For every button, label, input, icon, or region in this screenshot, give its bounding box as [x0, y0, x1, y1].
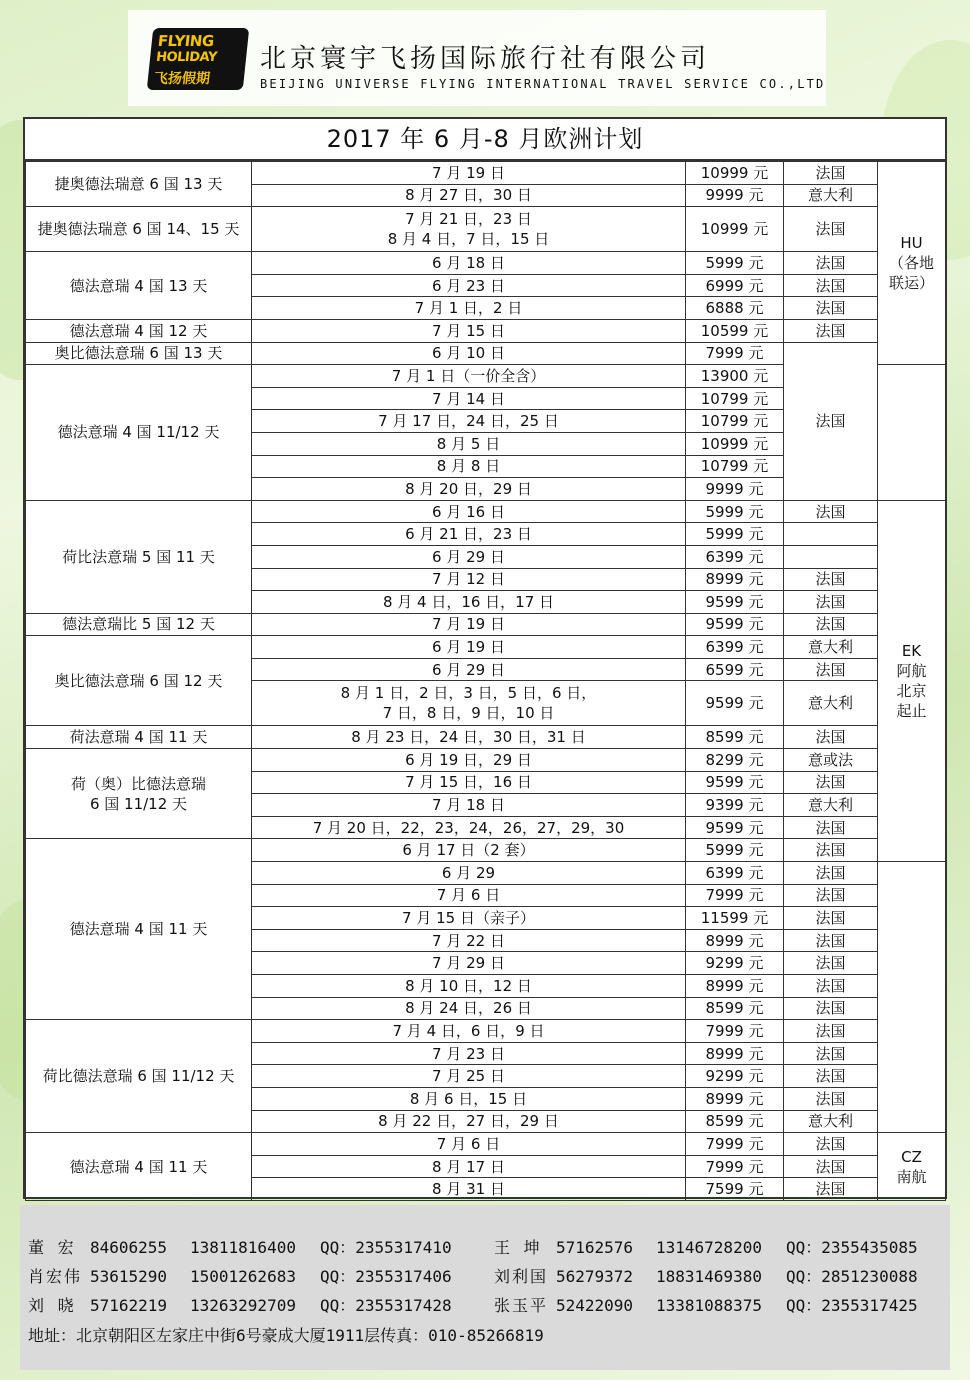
contact-entry	[28, 1264, 480, 1287]
visa-country-cell: 法国	[784, 952, 878, 975]
route-cell: 荷比法意瑞 5 国 11 天	[26, 500, 252, 613]
header	[128, 10, 826, 106]
departure-date-cell: 7 月 6 日	[252, 1133, 686, 1156]
route-cell: 荷法意瑞 4 国 11 天	[26, 726, 252, 749]
price-cell: 7599 元	[686, 1178, 784, 1201]
departure-date-cell: 8 月 8 日	[252, 455, 686, 478]
price-cell: 9599 元	[686, 771, 784, 794]
visa-country-cell: 法国	[784, 162, 878, 185]
route-cell: 德法意瑞 4 国 13 天	[26, 252, 252, 320]
price-cell: 8999 元	[686, 1087, 784, 1110]
table-row	[26, 319, 946, 342]
visa-country-cell: 法国	[784, 591, 878, 614]
departure-date-cell: 6 月 29	[252, 862, 686, 885]
route-cell: 德法意瑞 4 国 11 天	[26, 1133, 252, 1201]
price-cell: 6888 元	[686, 297, 784, 320]
route-cell: 荷比德法意瑞 6 国 11/12 天	[26, 1020, 252, 1133]
contact-phone: 52422090	[556, 1296, 634, 1315]
departure-date-cell: 6 月 17 日（2 套）	[252, 839, 686, 862]
visa-country-cell: 法国	[784, 1042, 878, 1065]
departure-date-cell: 8 月 20 日，29 日	[252, 478, 686, 501]
route-cell: 荷（奥）比德法意瑞 6 国 11/12 天	[26, 749, 252, 839]
departure-date-cell: 8 月 17 日	[252, 1155, 686, 1178]
price-cell: 7999 元	[686, 342, 784, 365]
visa-country-cell: 法国	[784, 884, 878, 907]
table-row	[26, 500, 946, 523]
departure-date-cell: 7 月 14 日	[252, 387, 686, 410]
departure-date-cell: 7 月 15 日	[252, 319, 686, 342]
contact-row	[28, 1235, 946, 1258]
departure-date-cell: 8 月 24 日，26 日	[252, 997, 686, 1020]
visa-country-cell	[784, 523, 878, 546]
contact-entry	[28, 1293, 480, 1316]
departure-date-cell: 7 月 21 日，23 日 8 月 4 日，7 日，15 日	[252, 207, 686, 252]
departure-date-cell: 7 月 29 日	[252, 952, 686, 975]
contact-entry	[28, 1235, 480, 1258]
table-row	[26, 749, 946, 772]
visa-country-cell: 法国	[784, 839, 878, 862]
contact-row	[28, 1264, 946, 1287]
table-row	[26, 252, 946, 275]
departure-date-cell: 6 月 16 日	[252, 500, 686, 523]
departure-date-cell: 7 月 18 日	[252, 794, 686, 817]
contact-mobile: 18831469380	[656, 1267, 762, 1286]
departure-date-cell: 6 月 29 日	[252, 658, 686, 681]
departure-date-cell: 8 月 31 日	[252, 1178, 686, 1201]
contact-qq: QQ：2355317428	[320, 1296, 452, 1315]
route-cell: 捷奥德法瑞意 6 国 14、15 天	[26, 207, 252, 252]
price-cell: 6399 元	[686, 636, 784, 659]
price-cell: 8999 元	[686, 975, 784, 998]
contact-footer	[20, 1205, 950, 1370]
price-cell: 9599 元	[686, 613, 784, 636]
price-cell: 11599 元	[686, 907, 784, 930]
departure-date-cell: 8 月 27 日，30 日	[252, 184, 686, 207]
contact-qq: QQ：2355317406	[320, 1267, 452, 1286]
route-cell: 德法意瑞比 5 国 12 天	[26, 613, 252, 636]
contact-name: 张玉平	[494, 1296, 549, 1315]
visa-country-cell: 法国	[784, 500, 878, 523]
address-line: 地址：北京朝阳区左家庄中街6号豪成大厦1911层传真：010-85266819	[28, 1326, 544, 1345]
table-row	[26, 342, 946, 365]
price-cell: 9299 元	[686, 1065, 784, 1088]
price-cell: 10999 元	[686, 432, 784, 455]
price-cell: 9399 元	[686, 794, 784, 817]
price-cell: 5999 元	[686, 500, 784, 523]
contact-entry	[494, 1264, 946, 1287]
contact-entry	[494, 1293, 946, 1316]
departure-date-cell: 8 月 1 日，2 日，3 日，5 日，6 日， 7 日，8 日，9 日，10 日	[252, 681, 686, 726]
visa-country-cell: 法国	[784, 726, 878, 749]
departure-date-cell: 7 月 17 日，24 日，25 日	[252, 410, 686, 433]
departure-date-cell: 7 月 25 日	[252, 1065, 686, 1088]
price-cell: 13900 元	[686, 365, 784, 388]
contact-phone: 53615290	[90, 1267, 168, 1286]
visa-country-cell: 意大利	[784, 681, 878, 726]
visa-country-cell: 法国	[784, 613, 878, 636]
contact-phone: 57162576	[556, 1238, 634, 1257]
price-cell: 10999 元	[686, 162, 784, 185]
contact-qq: QQ：2355317425	[786, 1296, 918, 1315]
departure-date-cell: 6 月 19 日	[252, 636, 686, 659]
visa-country-cell: 法国	[784, 975, 878, 998]
price-cell: 7999 元	[686, 1155, 784, 1178]
price-cell: 5999 元	[686, 523, 784, 546]
departure-date-cell: 8 月 6 日，15 日	[252, 1087, 686, 1110]
departure-date-cell: 7 月 1 日，2 日	[252, 297, 686, 320]
departure-date-cell: 6 月 21 日，23 日	[252, 523, 686, 546]
table-title: 2017 年 6 月-8 月欧洲计划	[25, 119, 945, 161]
contact-entry	[494, 1235, 946, 1258]
price-cell: 9299 元	[686, 952, 784, 975]
price-cell: 9999 元	[686, 478, 784, 501]
visa-country-cell: 法国	[784, 568, 878, 591]
departure-date-cell: 7 月 1 日（一价全含）	[252, 365, 686, 388]
price-cell: 6399 元	[686, 545, 784, 568]
departure-date-cell: 8 月 22 日，27 日，29 日	[252, 1110, 686, 1133]
departure-date-cell: 6 月 19 日，29 日	[252, 749, 686, 772]
visa-country-cell: 意大利	[784, 794, 878, 817]
departure-date-cell: 7 月 15 日（亲子）	[252, 907, 686, 930]
departure-date-cell: 6 月 23 日	[252, 274, 686, 297]
visa-country-cell: 法国	[784, 207, 878, 252]
departure-date-cell: 7 月 6 日	[252, 884, 686, 907]
price-cell: 7999 元	[686, 1020, 784, 1043]
visa-country-cell: 法国	[784, 816, 878, 839]
logo-text: HOLIDAY	[155, 50, 218, 65]
logo-text: 飞扬假期	[153, 71, 211, 87]
departure-date-cell: 8 月 23 日，24 日，30 日，31 日	[252, 726, 686, 749]
visa-country-cell: 法国	[784, 319, 878, 342]
price-cell: 7999 元	[686, 1133, 784, 1156]
price-cell: 8599 元	[686, 1110, 784, 1133]
price-cell: 9599 元	[686, 591, 784, 614]
logo-text: FLYING	[156, 32, 215, 50]
price-cell: 8599 元	[686, 726, 784, 749]
airline-cell: CZ 南航	[878, 1133, 946, 1201]
visa-country-cell: 法国	[784, 1020, 878, 1043]
flying-holiday-logo	[147, 28, 250, 90]
visa-country-cell: 法国	[784, 658, 878, 681]
contact-mobile: 13263292709	[190, 1296, 296, 1315]
contact-mobile: 13381088375	[656, 1296, 762, 1315]
company-name-en: BEIJING UNIVERSE FLYING INTERNATIONAL TRAVEL SERVICE CO.,LTD	[260, 77, 826, 91]
contact-phone: 57162219	[90, 1296, 168, 1315]
departure-date-cell: 7 月 19 日	[252, 613, 686, 636]
visa-country-cell: 意大利	[784, 636, 878, 659]
price-cell: 8999 元	[686, 929, 784, 952]
visa-country-cell: 意或法	[784, 749, 878, 772]
route-cell: 捷奥德法瑞意 6 国 13 天	[26, 162, 252, 207]
price-cell: 8299 元	[686, 749, 784, 772]
contact-row	[28, 1293, 946, 1316]
table-row	[26, 726, 946, 749]
contact-name: 刘利国	[494, 1267, 549, 1286]
contact-qq: QQ：2355435085	[786, 1238, 918, 1257]
visa-country-cell: 法国	[784, 1178, 878, 1201]
departure-date-cell: 7 月 12 日	[252, 568, 686, 591]
price-cell: 5999 元	[686, 839, 784, 862]
table-row	[26, 613, 946, 636]
route-cell: 奥比德法意瑞 6 国 12 天	[26, 636, 252, 726]
contact-phone: 56279372	[556, 1267, 634, 1286]
schedule-grid	[25, 161, 946, 1201]
price-cell: 9599 元	[686, 816, 784, 839]
visa-country-cell: 法国	[784, 1133, 878, 1156]
departure-date-cell: 8 月 4 日，16 日，17 日	[252, 591, 686, 614]
table-row	[26, 1133, 946, 1156]
price-cell: 10799 元	[686, 410, 784, 433]
contact-qq: QQ：2355317410	[320, 1238, 452, 1257]
price-cell: 10799 元	[686, 455, 784, 478]
visa-country-cell: 意大利	[784, 184, 878, 207]
departure-date-cell: 7 月 19 日	[252, 162, 686, 185]
departure-date-cell: 6 月 18 日	[252, 252, 686, 275]
contact-mobile: 13146728200	[656, 1238, 762, 1257]
visa-country-cell: 法国	[784, 274, 878, 297]
visa-country-cell: 法国	[784, 252, 878, 275]
contact-name: 董 宏	[28, 1238, 76, 1257]
price-cell: 7999 元	[686, 884, 784, 907]
route-cell: 德法意瑞 4 国 11 天	[26, 839, 252, 1020]
visa-country-cell: 法国	[784, 1155, 878, 1178]
price-cell: 8999 元	[686, 1042, 784, 1065]
departure-date-cell: 7 月 22 日	[252, 929, 686, 952]
price-cell: 6599 元	[686, 658, 784, 681]
route-cell: 奥比德法意瑞 6 国 13 天	[26, 342, 252, 365]
contact-name: 肖宏伟	[28, 1267, 83, 1286]
departure-date-cell: 6 月 10 日	[252, 342, 686, 365]
table-row	[26, 207, 946, 252]
visa-country-cell: 意大利	[784, 1110, 878, 1133]
company-name-cn: 北京寰宇飞扬国际旅行社有限公司	[260, 44, 711, 74]
contact-phone: 84606255	[90, 1238, 168, 1257]
visa-country-cell	[784, 545, 878, 568]
table-row	[26, 1020, 946, 1043]
departure-date-cell: 7 月 20 日，22，23，24，26，27，29，30	[252, 816, 686, 839]
departure-date-cell: 6 月 29 日	[252, 545, 686, 568]
departure-date-cell: 8 月 5 日	[252, 432, 686, 455]
table-row	[26, 839, 946, 862]
table-row	[26, 162, 946, 185]
contact-qq: QQ：2851230088	[786, 1267, 918, 1286]
visa-country-cell: 法国	[784, 907, 878, 930]
contact-name: 刘 晓	[28, 1296, 76, 1315]
route-cell: 德法意瑞 4 国 11/12 天	[26, 365, 252, 501]
contact-name: 王 坤	[494, 1238, 542, 1257]
table-row	[26, 636, 946, 659]
departure-date-cell: 8 月 10 日，12 日	[252, 975, 686, 998]
visa-country-cell: 法国	[784, 862, 878, 885]
departure-date-cell: 7 月 15 日，16 日	[252, 771, 686, 794]
visa-country-cell: 法国	[784, 929, 878, 952]
airline-cell: HU （各地 联运）	[878, 162, 946, 365]
price-cell: 9999 元	[686, 184, 784, 207]
departure-date-cell: 7 月 4 日，6 日，9 日	[252, 1020, 686, 1043]
price-cell: 8599 元	[686, 997, 784, 1020]
price-cell: 10799 元	[686, 387, 784, 410]
visa-country-cell: 法国	[784, 297, 878, 320]
airline-cell: EK 阿航 北京 起止	[878, 500, 946, 861]
visa-country-cell: 法国	[784, 997, 878, 1020]
price-cell: 8999 元	[686, 568, 784, 591]
departure-date-cell: 7 月 23 日	[252, 1042, 686, 1065]
price-cell: 10599 元	[686, 319, 784, 342]
contact-mobile: 13811816400	[190, 1238, 296, 1257]
price-cell: 6999 元	[686, 274, 784, 297]
route-cell: 德法意瑞 4 国 12 天	[26, 319, 252, 342]
visa-country-cell: 法国	[784, 1065, 878, 1088]
price-cell: 6399 元	[686, 862, 784, 885]
visa-country-cell: 法国	[784, 1087, 878, 1110]
visa-country-cell: 法国	[784, 771, 878, 794]
visa-country-cell: 法国	[784, 342, 878, 500]
contact-mobile: 15001262683	[190, 1267, 296, 1286]
tour-schedule-table	[23, 117, 947, 1199]
price-cell: 9599 元	[686, 681, 784, 726]
price-cell: 5999 元	[686, 252, 784, 275]
price-cell: 10999 元	[686, 207, 784, 252]
